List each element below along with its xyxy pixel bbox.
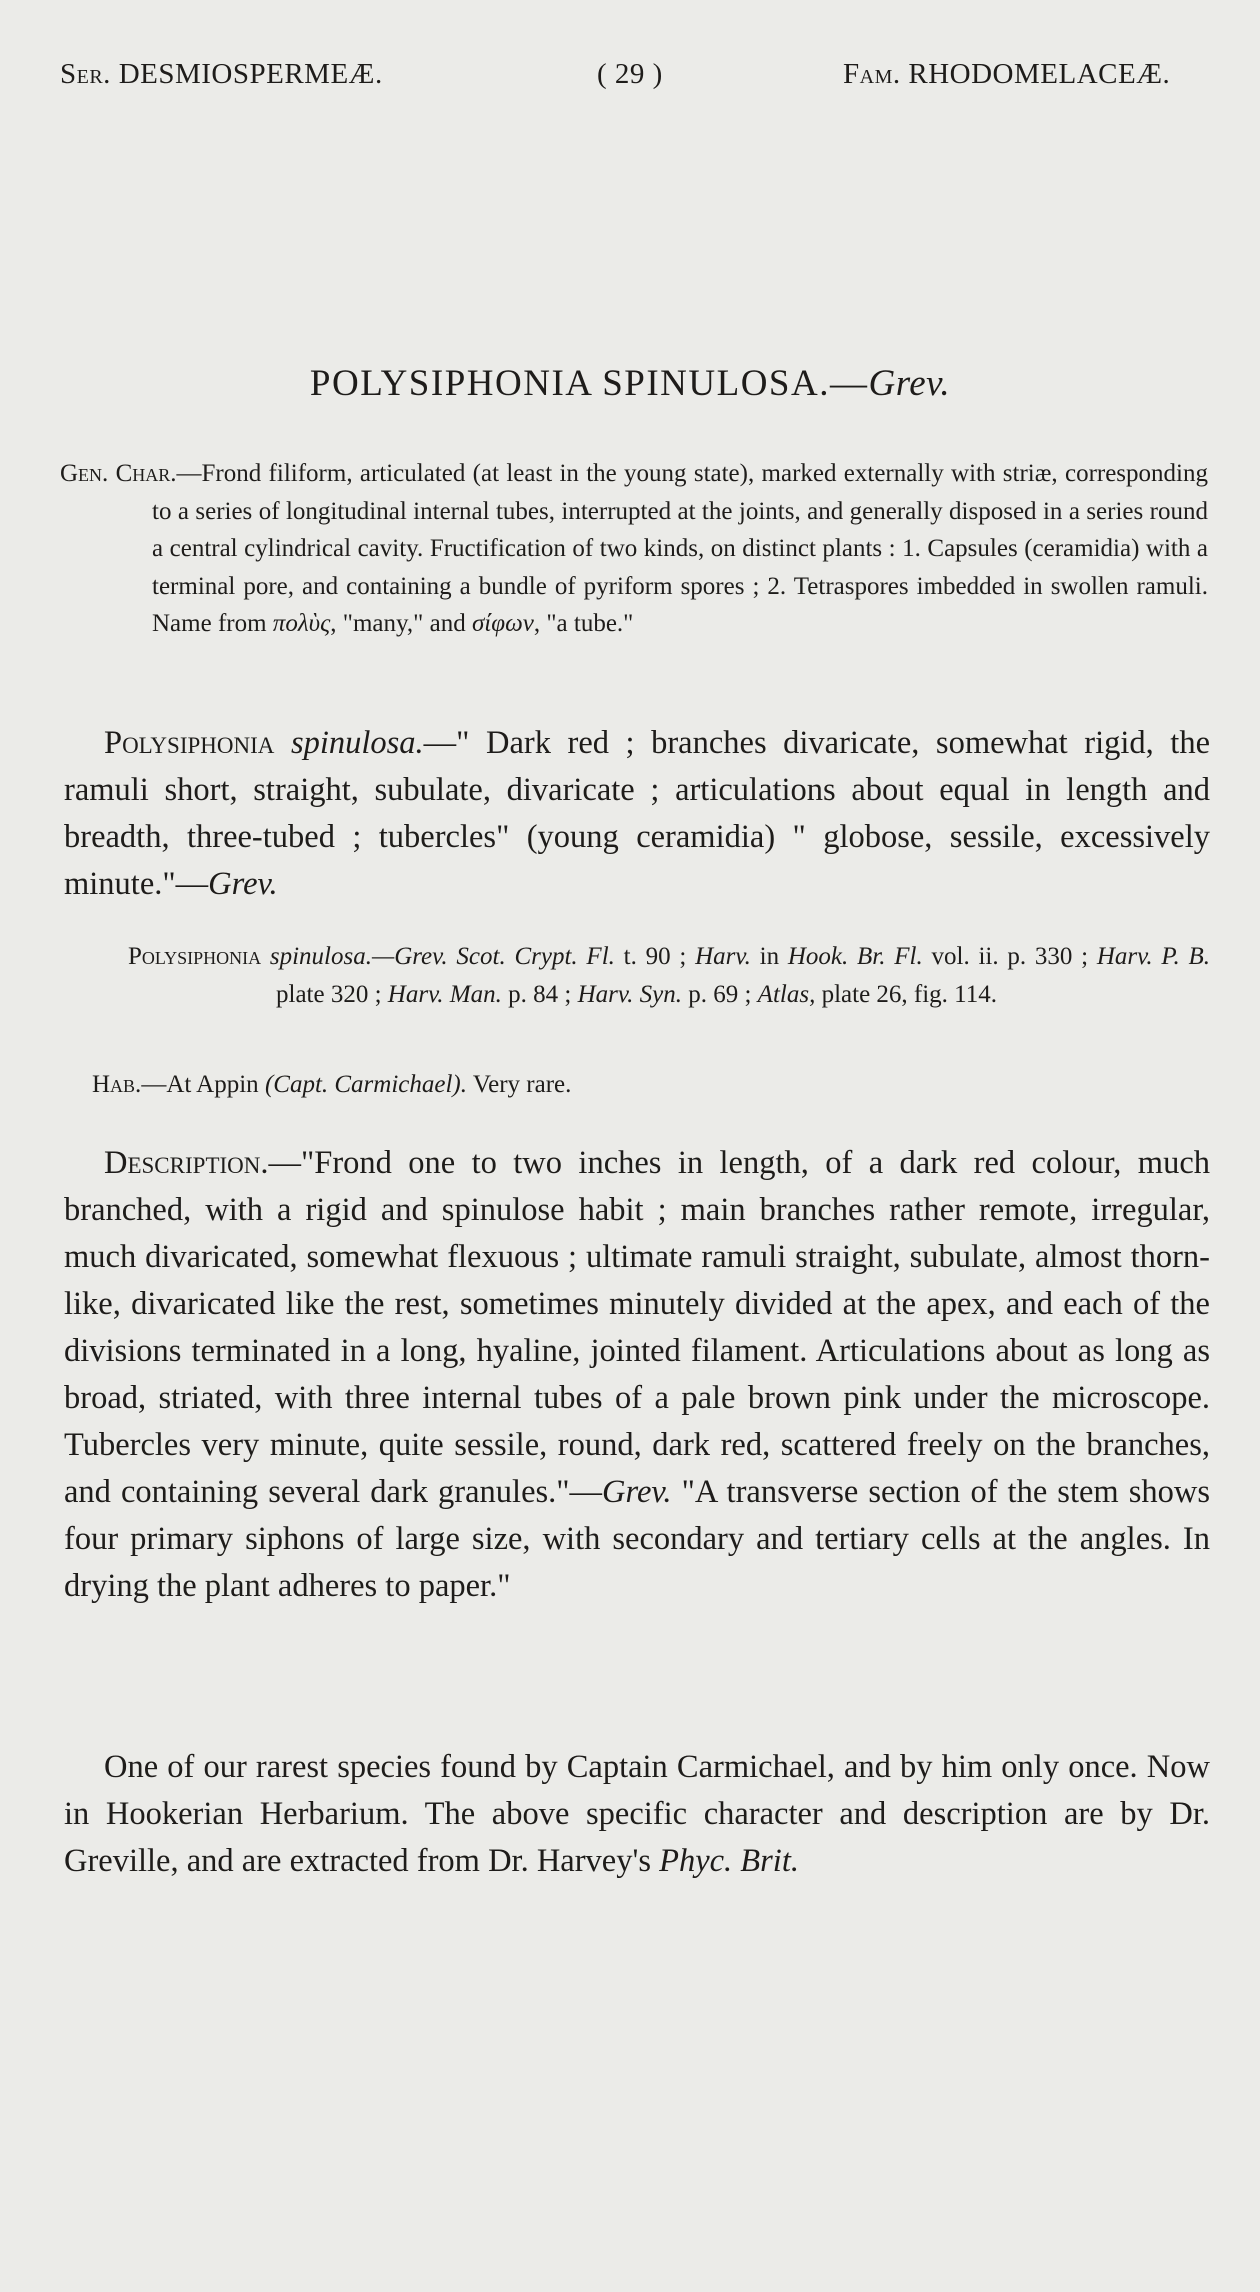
habitat-rarity: Very rare. xyxy=(467,1071,572,1098)
synonymy-text-2: in xyxy=(750,943,788,970)
series-label: Ser. xyxy=(60,58,111,90)
page-number: ( 29 ) xyxy=(597,58,663,90)
species-title-name: POLYSIPHONIA SPINULOSA. xyxy=(309,363,830,404)
species-title-author: Grev. xyxy=(868,363,951,404)
family-name: RHODOMELACEÆ. xyxy=(908,58,1171,90)
synonymy-genus: Polysiphonia xyxy=(128,943,262,970)
description xyxy=(64,1140,1210,1610)
note-paragraph xyxy=(64,1744,1210,1885)
generic-character-text: —Frond filiform, articulated (at least in the young state), marked externally with striæ, corresponding to a series of longitudinal internal tubes, interrupted at the joints, and generally disposed in a series round a central cylindrical cavity. Fructification of two kinds, on distinct plants : 1. Capsules (ceramidia) with a terminal pore, and containing a bundle of pyriform spores ; 2. Tetraspores imbedded in swollen ramuli. Name from xyxy=(152,460,1208,637)
species-title xyxy=(0,362,1260,405)
specific-species: spinulosa. xyxy=(290,725,424,761)
species-title-dash: — xyxy=(829,363,869,404)
synonymy-ref-6: Harv. Syn. xyxy=(577,980,682,1008)
note-reference: Phyc. Brit. xyxy=(659,1843,799,1879)
synonymy-ref-2: Harv. xyxy=(695,943,751,970)
specific-character xyxy=(64,720,1210,908)
synonymy-ref-7: Atlas, xyxy=(757,980,816,1008)
habitat xyxy=(92,1066,571,1104)
generic-character-label: Gen. Char. xyxy=(60,460,177,487)
synonymy-text-3: vol. ii. p. 330 ; xyxy=(922,943,1097,970)
family-label: Fam. xyxy=(843,58,901,90)
generic-character xyxy=(60,455,1208,643)
habitat-label: Hab. xyxy=(92,1071,142,1098)
synonymy-species: spinulosa.—Grev. xyxy=(269,943,448,970)
running-header-series xyxy=(60,58,383,91)
generic-character-end: , "a tube." xyxy=(533,610,634,637)
greek-polys: πολὺς xyxy=(272,610,331,637)
synonymy-ref-4: Harv. P. B. xyxy=(1096,943,1210,970)
note-text: One of our rarest species found by Captain Carmichael, and by him only once. Now in Hookerian Herbarium. The above specific character and description are by Dr. Greville, and are extracted from Dr. Harvey's xyxy=(64,1749,1210,1879)
synonymy-text-5: p. 84 ; xyxy=(501,980,578,1008)
synonymy-ref-1: Scot. Crypt. Fl. xyxy=(456,943,615,970)
habitat-text: —At Appin xyxy=(141,1071,265,1098)
specific-genus: Polysiphonia xyxy=(104,725,275,761)
synonymy-ref-3: Hook. Br. Fl. xyxy=(787,943,923,970)
synonymy-text-7: plate 26, fig. 114. xyxy=(815,980,998,1008)
specific-author: Grev. xyxy=(208,866,278,902)
synonymy xyxy=(128,938,1210,1013)
generic-character-mid: , "many," and xyxy=(330,610,472,637)
description-label: Description. xyxy=(104,1145,269,1181)
synonymy-text-6: p. 69 ; xyxy=(681,980,758,1008)
description-author: Grev. xyxy=(602,1474,672,1510)
specific-text: —" Dark red ; branches divaricate, somewhat rigid, the ramuli short, straight, subulate, divaricate ; articulations about equal in length and breadth, three-tubed ; tubercles" (young ceramidia) " globose, sessile, excessively minute."— xyxy=(64,725,1211,902)
description-text: —"Frond one to two inches in length, of a dark red colour, much branched, with a rigid and spinulose habit ; main branches rather remote, irregular, much divaricated, somewhat flexuous ; ultimate ramuli straight, subulate, almost thorn-like, divaricated like the rest, sometimes minutely divided at the apex, and each of the divisions terminated in a long, hyaline, jointed filament. Articulations about as long as broad, striated, with three internal tubes of a pale brown pink under the microscope. Tubercles very minute, quite sessile, round, dark red, scattered freely on the branches, and containing several dark granules."— xyxy=(64,1145,1210,1510)
greek-siphon: σίφων xyxy=(471,610,534,637)
series-name: DESMIOSPERMEÆ. xyxy=(118,58,383,90)
description-text-2: "A transverse section of the stem shows four primary siphons of large size, with secondary and tertiary cells at the angles. In drying the plant adheres to paper." xyxy=(64,1474,1210,1604)
synonymy-ref-5: Harv. Man. xyxy=(387,980,502,1008)
running-header-family xyxy=(843,58,1170,91)
habitat-collector: (Capt. Carmichael). xyxy=(264,1071,468,1098)
synonymy-text-1: t. 90 ; xyxy=(614,943,696,970)
synonymy-text-4: plate 320 ; xyxy=(276,980,388,1008)
